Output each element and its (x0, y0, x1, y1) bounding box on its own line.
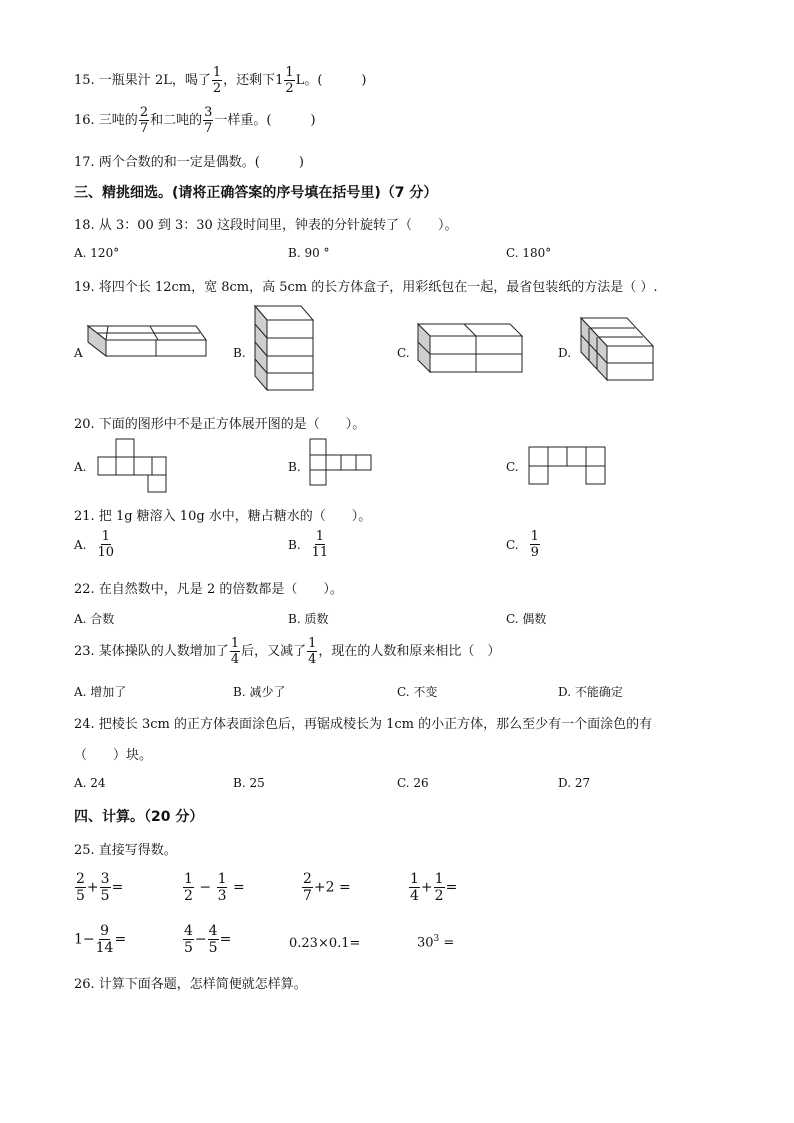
q22-option-a[interactable]: A. 合数 (74, 612, 115, 626)
q24-option-a[interactable]: A. 24 (74, 776, 106, 790)
q25-expr-1: $\frac{2}{5}$ + $\frac{3}{5}$ = (76, 871, 124, 904)
question-24-line1: 24. 把棱长 3cm 的正方体表面涂色后，再锯成棱长为 1cm 的小正方体，那么至少有一个面涂色的有 (74, 717, 653, 732)
q18-option-a[interactable]: A. 120° (74, 246, 120, 260)
question-20: 20. 下面的图形中不是正方体展开图的是（ ）。 (74, 417, 366, 432)
section-4-title: 四、计算。（20 分） (74, 809, 204, 825)
q19-figure-b (255, 306, 317, 394)
q20-option-c[interactable]: C. (506, 460, 519, 474)
q20-option-a[interactable]: A. (74, 460, 87, 474)
q25-expr-7: 0.23×0.1= (289, 936, 361, 951)
q25-expr-3: $\frac{2}{7}$ +2 = (303, 871, 351, 904)
q25-expr-2: $\frac{1}{2}$ − $\frac{1}{3}$ = (184, 871, 245, 904)
q25-expr-8: $30^3$ = (417, 934, 455, 951)
question-19: 19. 将四个长 12cm，宽 8cm，高 5cm 的长方体盒子，用彩纸包在一起，最省包装纸的方法是（ ）. (74, 280, 658, 295)
q19-option-c[interactable]: C. (397, 346, 410, 360)
q23-option-b[interactable]: B. 减少了 (233, 685, 286, 699)
q15-mixed-number: 1 $\frac{1}{2}$ (275, 65, 294, 96)
q21-option-c[interactable]: C. $\frac{1}{9}$ (506, 529, 539, 560)
q24-option-b[interactable]: B. 25 (233, 776, 265, 790)
q23-fraction-1: $\frac{1}{4}$ (230, 636, 240, 667)
q20-option-b[interactable]: B. (288, 460, 301, 474)
q18-option-c[interactable]: C. 180° (506, 246, 552, 260)
q18-option-b[interactable]: B. 90 ° (288, 246, 330, 260)
question-22: 22. 在自然数中，凡是 2 的倍数都是（ ）。 (74, 582, 343, 597)
q22-option-c[interactable]: C. 偶数 (506, 612, 547, 626)
question-17: 17. 两个合数的和一定是偶数。( ) (74, 155, 304, 170)
q19-figure-c (418, 324, 528, 376)
q20-net-b (310, 439, 374, 489)
q25-expr-6: $\frac{4}{5}$ − $\frac{4}{5}$ = (184, 923, 232, 956)
section-3-title: 三、精挑细选。(请将正确答案的序号填在括号里)（7 分） (74, 185, 438, 201)
q24-option-c[interactable]: C. 26 (397, 776, 429, 790)
question-26: 26. 计算下面各题，怎样简便就怎样算。 (74, 977, 307, 992)
question-16: 16. 三吨的 $\frac{2}{7}$ 和二吨的 $\frac{3}{7}$ 一样重。( ) (74, 105, 316, 136)
q19-option-d[interactable]: D. (558, 346, 572, 360)
q21-option-a[interactable]: A. $\frac{1}{10}$ (74, 529, 115, 560)
q20-net-c (529, 447, 607, 487)
question-21: 21. 把 1g 糖溶入 10g 水中，糖占糖水的（ ）。 (74, 509, 372, 524)
q25-expr-4: $\frac{1}{4}$ + $\frac{1}{2}$ = (410, 871, 458, 904)
question-24-line2: （ ）块。 (74, 748, 153, 763)
q19-option-a[interactable]: A (74, 346, 83, 360)
question-15: 15. 一瓶果汁 2L，喝了 $\frac{1}{2}$ ，还剩下 1 $\frac{1}{2}$ L。( ) (74, 65, 367, 96)
q19-figure-d (581, 318, 657, 384)
q25-expr-5: 1− $\frac{9}{14}$ = (74, 923, 127, 956)
q16-fraction-2: $\frac{3}{7}$ (204, 105, 213, 136)
q23-fraction-2: $\frac{1}{4}$ (308, 636, 317, 667)
question-23: 23. 某体操队的人数增加了 $\frac{1}{4}$ 后，又减了 $\frac{1}{4}$ ，现在的人数和原来相比（ ） (74, 636, 501, 667)
q21-option-b[interactable]: B. $\frac{1}{11}$ (288, 529, 329, 560)
q23-option-a[interactable]: A. 增加了 (74, 685, 127, 699)
question-18: 18. 从 3：00 到 3：30 这段时间里，钟表的分针旋转了（ ）。 (74, 218, 458, 233)
q24-option-d[interactable]: D. 27 (558, 776, 591, 790)
q23-option-c[interactable]: C. 不变 (397, 685, 438, 699)
q19-option-b[interactable]: B. (233, 346, 246, 360)
question-25: 25. 直接写得数。 (74, 843, 177, 858)
q20-net-a (98, 439, 170, 495)
q15-fraction-drunk: $\frac{1}{2}$ (212, 65, 222, 96)
q22-option-b[interactable]: B. 质数 (288, 612, 329, 626)
q16-fraction-1: $\frac{2}{7}$ (139, 105, 149, 136)
q19-figure-a (88, 326, 208, 374)
q23-option-d[interactable]: D. 不能确定 (558, 685, 623, 699)
q15-prefix: 15. 一瓶果汁 2L，喝了 (74, 73, 211, 88)
